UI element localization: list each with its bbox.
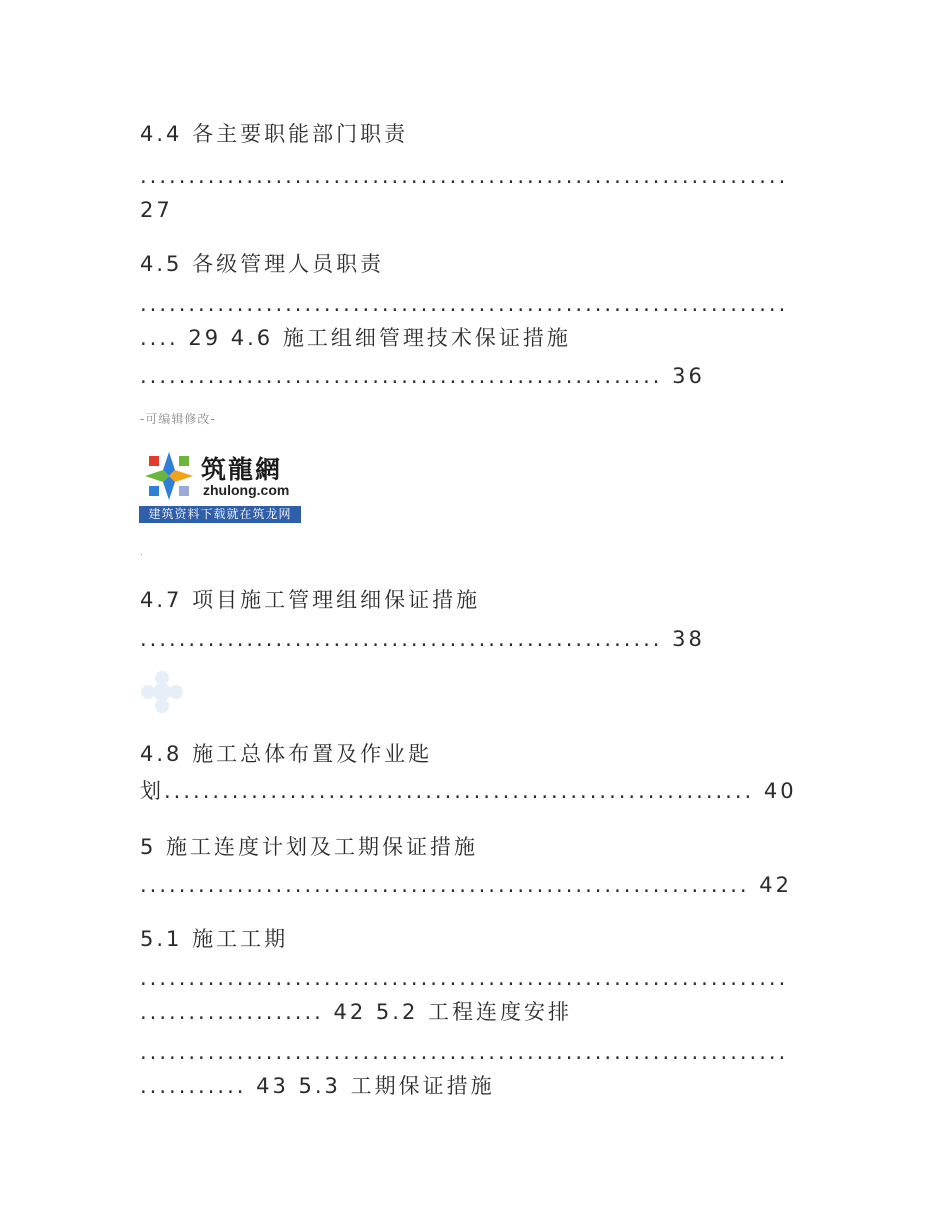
toc-entry-4-5-page-and-4-6-title: .... 29 4.6 施工组细管理技术保证措施: [140, 326, 571, 350]
toc-entry-5-leader-page: ............................................................... 42: [140, 873, 792, 897]
toc-entry-4-8-title: 4.8 施工总体布置及作业匙: [140, 742, 433, 766]
toc-entry-5-title: 5 施工连度计划及工期保证措施: [140, 835, 479, 859]
zhulong-emblem-icon: [141, 448, 197, 504]
toc-entry-5-2-page-and-5-3-title: ........... 43 5.3 工期保证措施: [140, 1074, 495, 1098]
toc-entry-5-1-page-and-5-2-title: ................... 42 5.2 工程连度安排: [140, 1000, 572, 1024]
toc-entry-4-6-leader-page: ...................................................... 36: [140, 364, 705, 388]
toc-entry-4-4-title: 4.4 各主要职能部门职责: [140, 122, 409, 146]
toc-entry-5-2-leader: ...................................................................: [140, 1040, 789, 1064]
toc-entry-4-5-title: 4.5 各级管理人员职责: [140, 252, 385, 276]
logo-title: 筑龍網: [201, 455, 283, 484]
editable-note: -可编辑修改-: [140, 412, 216, 426]
toc-entry-4-5-leader: ...................................................................: [140, 292, 789, 316]
logo-domain: zhulong.com: [203, 482, 290, 498]
zhulong-logo: [139, 446, 301, 523]
logo-slogan: 建筑资料下载就在筑龙网: [139, 506, 301, 523]
toc-entry-5-1-title: 5.1 施工工期: [140, 927, 289, 951]
toc-entry-4-4-page: 27: [140, 198, 173, 222]
faint-watermark-icon: [140, 670, 184, 714]
toc-entry-4-7-title: 4.7 项目施工管理组细保证措施: [140, 588, 481, 612]
toc-entry-4-4-leader: ...................................................................: [140, 164, 789, 188]
toc-entry-4-7-leader-page: ...................................................... 38: [140, 627, 705, 651]
stray-dot: .: [140, 547, 144, 558]
toc-entry-5-1-leader: ...................................................................: [140, 966, 789, 990]
toc-entry-4-8-leader-page: 划............................................................. 40: [140, 779, 797, 803]
